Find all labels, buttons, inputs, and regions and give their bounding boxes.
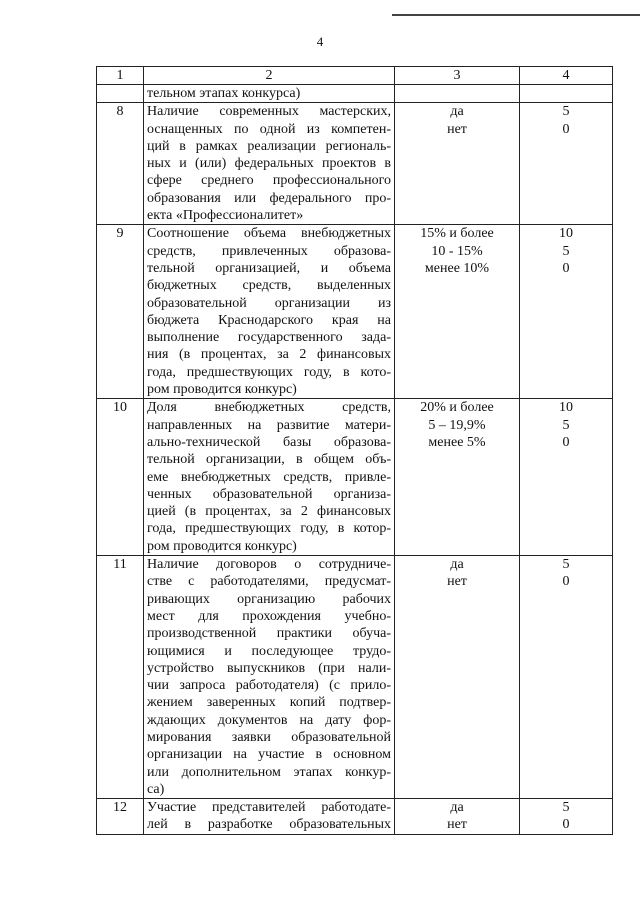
criteria-number: 11: [97, 556, 144, 799]
points-value: 10: [559, 226, 573, 242]
criteria-number: 8: [97, 103, 144, 225]
description-line: образовательной организации из: [147, 295, 391, 311]
description-line: средств, привлеченных образова-: [147, 243, 391, 259]
criteria-description: [144, 799, 395, 835]
description-line: ром проводится конкурс): [147, 538, 297, 554]
points-value: 0: [562, 574, 570, 590]
description-line: ждающих документов на дату фор-: [147, 712, 391, 728]
description-line: екта «Профессионалитет»: [147, 208, 304, 224]
criteria-row: [97, 799, 613, 835]
criteria-points: [520, 225, 613, 399]
criteria-conditions: [395, 225, 520, 399]
description-line: чии запроса работодателя) (с прило-: [147, 678, 391, 694]
criteria-conditions: [395, 103, 520, 225]
criteria-number: 10: [97, 399, 144, 556]
description-line: образования или федерального про-: [147, 190, 391, 206]
continuation-row: [97, 85, 613, 103]
criteria-row: [97, 225, 613, 399]
points-value: 0: [562, 121, 570, 137]
criteria-row: [97, 399, 613, 556]
description-line: оснащенных по одной из компетен-: [147, 121, 391, 137]
description-line: еме внебюджетных средств, привле-: [147, 469, 391, 485]
criteria-description: [144, 556, 395, 799]
description-line: ченных образовательной организа-: [147, 486, 391, 502]
description-line: направленных на развитие матери-: [147, 417, 391, 433]
description-line: выполнение государственного зада-: [147, 330, 391, 346]
points-value: 5: [562, 104, 570, 120]
criteria-description: [144, 103, 395, 225]
description-line: Соотношение объема внебюджетных: [147, 226, 391, 242]
description-line: организации на участие в основном: [147, 747, 391, 763]
description-line: ром проводится конкурс): [147, 382, 297, 398]
criteria-points: [520, 799, 613, 835]
condition-value: да: [450, 104, 464, 120]
condition-value: да: [450, 800, 464, 816]
criteria-description: [144, 225, 395, 399]
criteria-points: [520, 399, 613, 556]
condition-value: менее 10%: [424, 260, 490, 276]
points-value: 0: [562, 434, 570, 450]
description-line: ально-технической базы образова-: [147, 434, 391, 450]
description-line: са): [147, 781, 165, 797]
description-line: мирования заявки образовательной: [147, 729, 391, 745]
criteria-table-body: [97, 67, 613, 835]
points-value: 5: [562, 243, 570, 259]
criteria-conditions: [395, 556, 520, 799]
page-number: 4: [316, 34, 324, 49]
description-line: цией (в процентах, за 2 финансовых: [147, 504, 391, 520]
condition-value: менее 5%: [428, 434, 486, 450]
description-line: ных и (или) федеральных проектов в: [147, 156, 391, 172]
description-line: сфере среднего профессионального: [147, 173, 391, 189]
description-line: года, предшествующих году, в котор-: [147, 521, 391, 537]
description-line: тельной организацией, и объема: [147, 260, 391, 276]
points-value: 0: [562, 817, 570, 833]
description-line: тельной организации, в общем объ-: [147, 452, 391, 468]
description-line: Доля внебюджетных средств,: [147, 400, 391, 416]
continuation-text: тельном этапах конкурса): [144, 85, 395, 103]
criteria-points: [520, 556, 613, 799]
continuation-num-cell: [97, 85, 144, 103]
description-line: Наличие современных мастерских,: [147, 104, 391, 120]
header-row: [97, 67, 613, 85]
criteria-number: 12: [97, 799, 144, 835]
description-line: жением заверенных копий подтвер-: [147, 695, 391, 711]
description-line: ций в рамках реализации региональ-: [147, 138, 391, 154]
criteria-row: [97, 556, 613, 799]
description-line: мест для прохождения учебно-: [147, 608, 391, 624]
description-line: Наличие договоров о сотрудниче-: [147, 557, 391, 573]
description-line: ния (в процентах, за 2 финансовых: [147, 347, 391, 363]
criteria-conditions: [395, 399, 520, 556]
header-col-4: 4: [520, 67, 613, 85]
condition-value: 5 – 19,9%: [428, 417, 486, 433]
description-line: года, предшествующих году, в кото-: [147, 364, 391, 380]
description-line: бюджетных средств, выделенных: [147, 278, 391, 294]
description-line: производственной практики обуча-: [147, 626, 391, 642]
criteria-description: [144, 399, 395, 556]
description-line: бюджета Краснодарского края на: [147, 312, 391, 328]
condition-value: 10 - 15%: [431, 243, 483, 259]
points-value: 5: [562, 557, 570, 573]
points-value: 10: [559, 400, 573, 416]
description-line: стве с работодателями, предусмат-: [147, 574, 391, 590]
criteria-number: 9: [97, 225, 144, 399]
criteria-points: [520, 103, 613, 225]
criteria-conditions: [395, 799, 520, 835]
description-line: лей в разработке образовательных: [147, 817, 391, 833]
points-value: 0: [562, 260, 570, 276]
header-col-3: 3: [395, 67, 520, 85]
points-value: 5: [562, 417, 570, 433]
criteria-row: [97, 103, 613, 225]
description-line: ривающих организацию рабочих: [147, 591, 391, 607]
condition-value: да: [450, 557, 464, 573]
description-line: или дополнительном этапах конкур-: [147, 764, 391, 780]
continuation-conditions-cell: [395, 85, 520, 103]
description-line: Участие представителей работодате-: [147, 800, 391, 816]
points-value: 5: [562, 800, 570, 816]
condition-value: нет: [447, 574, 467, 590]
condition-value: нет: [447, 121, 467, 137]
header-col-2: 2: [144, 67, 395, 85]
description-line: ющимися и последующее трудо-: [147, 643, 391, 659]
condition-value: 15% и более: [420, 226, 494, 242]
criteria-table: [96, 66, 613, 835]
continuation-points-cell: [520, 85, 613, 103]
description-line: устройство выпускников (при нали-: [147, 660, 391, 676]
header-col-1: 1: [97, 67, 144, 85]
corner-rule: [392, 14, 640, 16]
condition-value: 20% и более: [420, 400, 494, 416]
condition-value: нет: [447, 817, 467, 833]
